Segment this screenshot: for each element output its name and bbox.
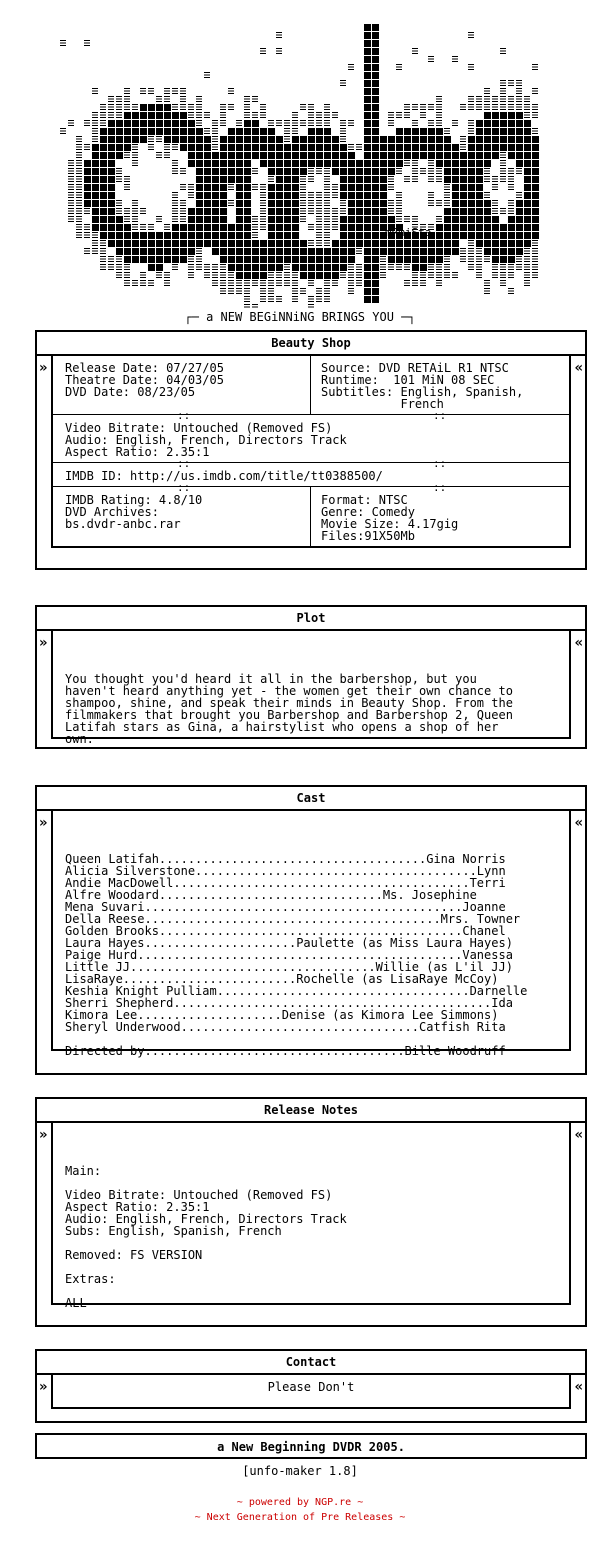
ngp-tagline: ~ Next Generation of Pre Releases ~ bbox=[194, 1512, 406, 1523]
cast-list bbox=[65, 829, 527, 1081]
plot-text: You thought you'd heard it all in the barbershop, but you haven't heard anything yet - the women get their own chance to shampoo, shine, and speak their minds in Beauty Shop. From the filmmakers that brought you Barbershop and Barbershop 2, Queen Latifah stars as Gina, a hairstylist who opens a shop of her own. bbox=[65, 672, 513, 746]
contact-title: Contact bbox=[37, 1351, 585, 1375]
right-chevron-icon: « bbox=[574, 815, 583, 831]
cast-title: Cast bbox=[37, 787, 585, 811]
powered-by-link[interactable]: ~ powered by NGP.re ~ bbox=[236, 1497, 364, 1508]
cast-inner bbox=[51, 809, 571, 1058]
release-notes-text: Main: Video Bitrate: Untouched (Removed FS) Aspect Ratio: 2.35:1 Audio: English, French, Directors Track Subs: English, Spanish, French Removed: FS VERSION Extras: ALL bbox=[65, 1164, 347, 1310]
contact-box bbox=[35, 1349, 587, 1423]
plot-inner bbox=[51, 629, 571, 746]
cast-row: Laura Hayes.....................Paulette (as Miss Laura Hayes) bbox=[65, 936, 513, 950]
cast-row: Kimora Lee....................Denise (as Kimora Lee Simmons) bbox=[65, 1008, 499, 1022]
right-chevron-icon: « bbox=[574, 360, 583, 376]
cast-row: Andie MacDowell.........................................Terri bbox=[65, 876, 506, 890]
cast-row: Sherri Shepherd............................................Ida bbox=[65, 996, 513, 1010]
cast-box bbox=[35, 785, 587, 1075]
contact-inner bbox=[51, 1373, 571, 1409]
cast-row: Queen Latifah.....................................Gina Norris bbox=[65, 852, 506, 866]
left-chevron-icon: » bbox=[39, 1127, 48, 1143]
format-details: Format: NTSC Genre: Comedy Movie Size: 4.17gig Files:91X50Mb bbox=[321, 493, 459, 543]
left-chevron-icon: » bbox=[39, 360, 48, 376]
right-chevron-icon: « bbox=[574, 635, 583, 651]
cast-row: Keshia Knight Pulliam...................................Darnelle bbox=[65, 984, 528, 998]
contact-text: Please Don't bbox=[267, 1380, 355, 1394]
unfo-maker-credit: [unfo-maker 1.8] bbox=[242, 1464, 358, 1478]
anbc-logo bbox=[60, 8, 540, 308]
director-row: Directed by....................................Bille Woodruff bbox=[65, 1044, 506, 1058]
left-chevron-icon: » bbox=[39, 1379, 48, 1395]
rating-archives: IMDB Rating: 4.8/10 DVD Archives: bs.dvdr-anbc.rar bbox=[65, 493, 203, 531]
right-chevron-icon: « bbox=[574, 1127, 583, 1143]
group-credit: a New Beginning DVDR 2005. bbox=[217, 1440, 405, 1454]
left-chevron-icon: » bbox=[39, 815, 48, 831]
cast-row: Paige Hurd.............................................Vanessa bbox=[65, 948, 513, 962]
cast-row: Alfre Woodard...............................Ms. Josephine bbox=[65, 888, 477, 902]
plot-title: Plot bbox=[37, 607, 585, 631]
cast-row: Alicia Silverstone.......................................Lynn bbox=[65, 864, 506, 878]
release-dates: Release Date: 07/27/05 Theatre Date: 04/03/05 DVD Date: 08/23/05 bbox=[65, 361, 224, 399]
imdb-link[interactable]: IMDB ID: http://us.imdb.com/title/tt0388500/ bbox=[65, 469, 383, 483]
tagline: ┌─ a NEW BEGiNNiNG BRINGS YOU ─┐ bbox=[184, 310, 416, 324]
cast-row: Little JJ..................................Willie (as L'il JJ) bbox=[65, 960, 513, 974]
cast-row: Della Reese.........................................Mrs. Towner bbox=[65, 912, 521, 926]
cast-row: Golden Brooks..........................................Chanel bbox=[65, 924, 506, 938]
source-details: Source: DVD RETAiL R1 NTSC Runtime: 101 MiN 08 SEC Subtitles: English, Spanish, French bbox=[321, 361, 524, 411]
video-details: Video Bitrate: Untouched (Removed FS) Audio: English, French, Directors Track Aspect Ratio: 2.35:1 bbox=[65, 421, 347, 459]
footer-box bbox=[35, 1433, 587, 1459]
info-inner: Release Date: 07/27/05 Theatre Date: 04/03/05 DVD Date: 08/23/05 Source: DVD RETAiL R1 NTSC Runtime: 101 MiN 08 SEC Subtitles: English, Spanish, French :: :: Video Bitrate: Untouched (Removed FS) Audio: English, French, Directors Track Aspect Ratio: 2.35:1 :: :: IMDB ID: http://us.imdb.com/title/tt0388500/ :: :: IMDB Rating: 4.8/10 DVD Archives: bs.dvdr-anbc.rar Format: NTSC Genre: Comedy Movie Size: 4.17gig Files:91X50Mb bbox=[51, 354, 571, 548]
info-title: Beauty Shop bbox=[37, 332, 585, 356]
plot-box bbox=[35, 605, 587, 749]
right-chevron-icon: « bbox=[574, 1379, 583, 1395]
cast-row: Sheryl Underwood.................................Catfish Rita bbox=[65, 1020, 506, 1034]
cast-row: Mena Suvari............................................Joanne bbox=[65, 900, 506, 914]
release-notes-inner bbox=[51, 1121, 571, 1310]
release-notes-box bbox=[35, 1097, 587, 1327]
left-chevron-icon: » bbox=[39, 635, 48, 651]
logo-credit: mRmiSta bbox=[385, 226, 432, 239]
info-box bbox=[35, 330, 587, 570]
cast-row: LisaRaye........................Rochelle (as LisaRaye McCoy) bbox=[65, 972, 499, 986]
release-notes-title: Release Notes bbox=[37, 1099, 585, 1123]
